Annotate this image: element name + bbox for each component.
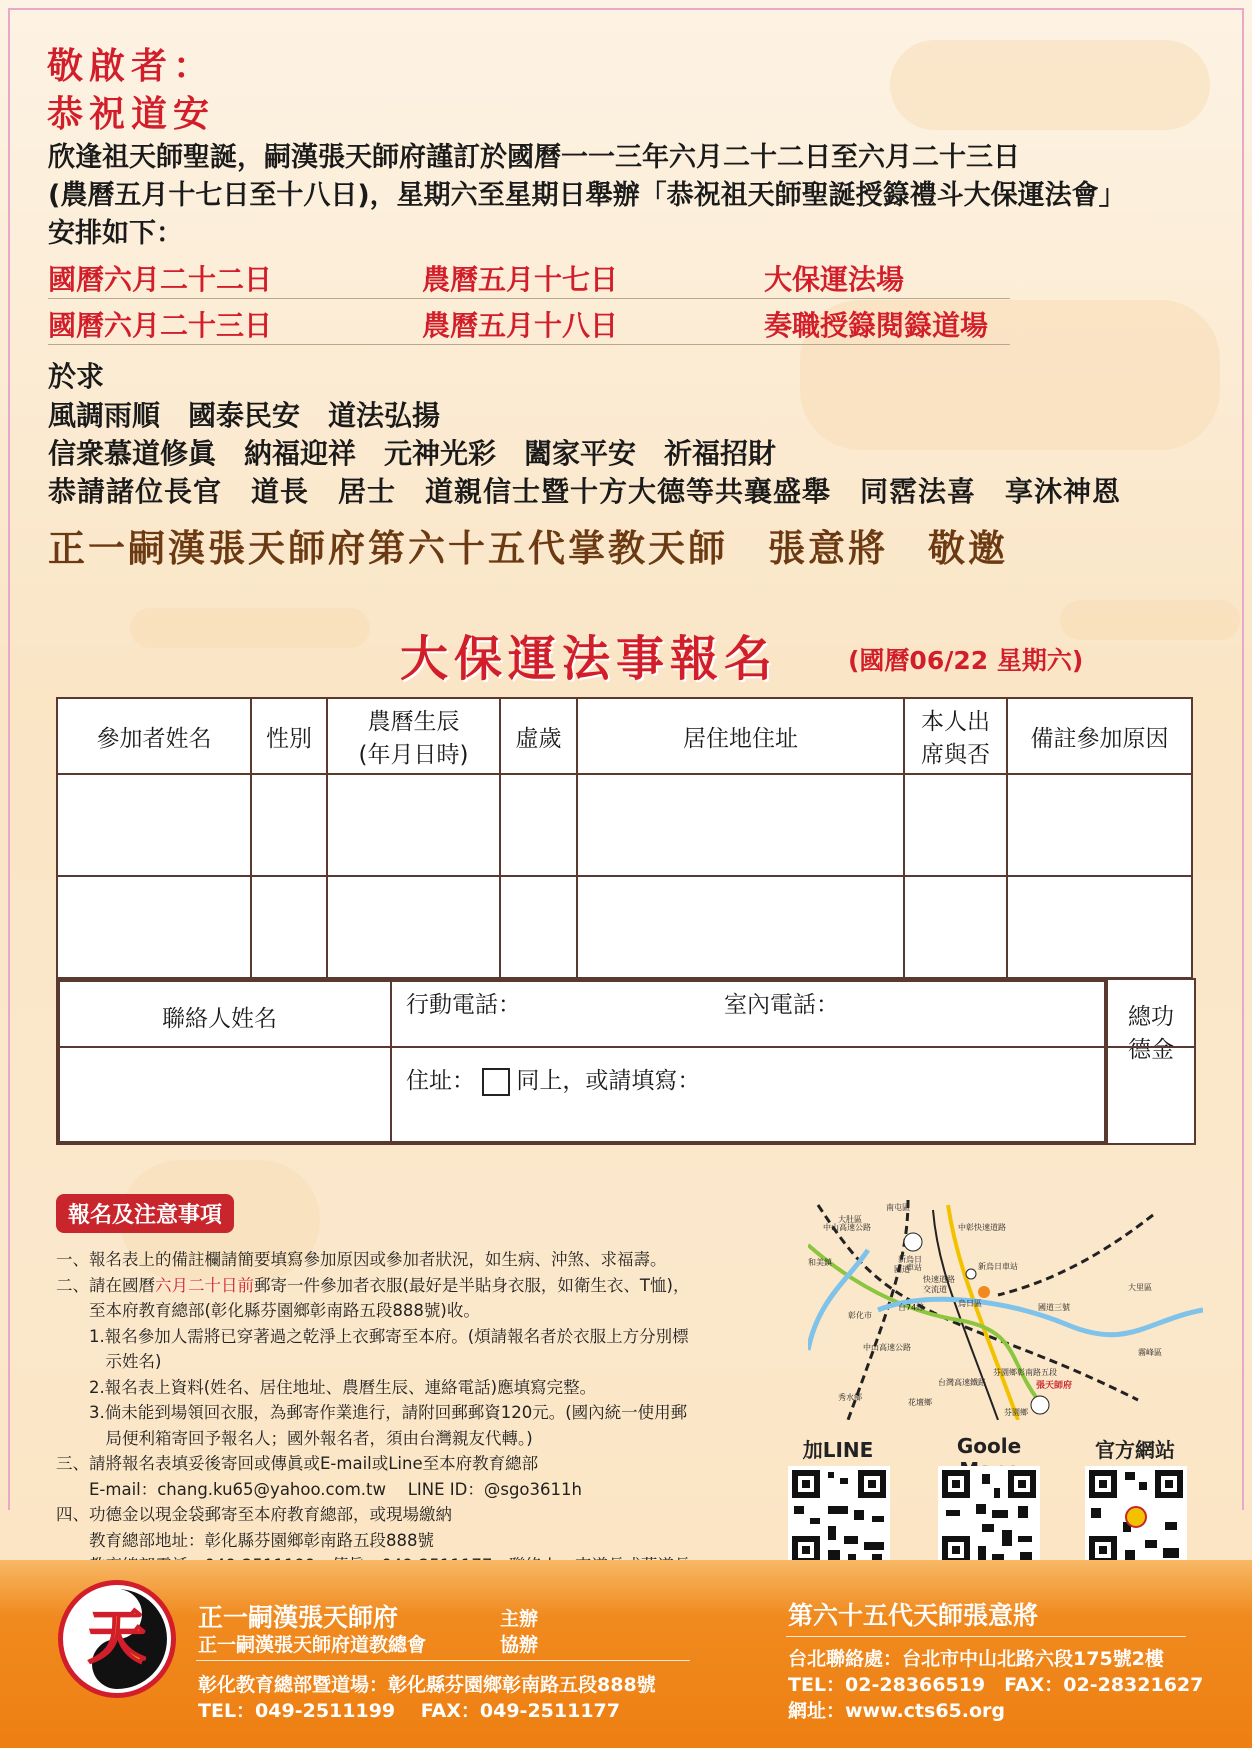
cell-address[interactable] <box>577 876 904 978</box>
intro-line3: 安排如下： <box>48 218 183 249</box>
schedule-event-2: 奏職授籙閱籙道場 <box>764 309 989 342</box>
svg-text:天: 天 <box>87 1603 147 1671</box>
header-attend-line2: 席與否 <box>921 742 990 768</box>
map-label: 中山高速公路 <box>863 1343 911 1352</box>
map-label: 台74線 <box>898 1303 925 1312</box>
website-qr-code[interactable] <box>1085 1466 1187 1568</box>
map-label: 烏日區 <box>958 1299 982 1308</box>
map-label: 台灣高速鐵路 <box>938 1378 986 1387</box>
header-name: 參加者姓名 <box>57 698 251 774</box>
footer-master-title: 第六十五代天師張意將 <box>788 1601 1039 1630</box>
header-address: 居住地住址 <box>577 698 904 774</box>
table-row <box>57 774 1192 876</box>
cloud-decoration <box>890 40 1210 130</box>
total-input[interactable] <box>1104 1046 1196 1145</box>
schedule-lunar-1: 農曆五月十七日 <box>422 263 619 296</box>
table-row <box>57 876 1192 978</box>
footer-coorganizer-role: 協辦 <box>500 1634 539 1656</box>
contact-name-label: 聯絡人姓名 <box>162 1006 277 1032</box>
map-label: 交流道 <box>923 1285 947 1294</box>
table-header-row <box>57 698 1192 774</box>
cell-age[interactable] <box>500 876 577 978</box>
prayer-line1: 風調雨順 國泰民安 道法弘揚 <box>48 399 441 432</box>
footer-venue: 彰化教育總部暨道場：彰化縣芬園鄉彰南路五段888號 <box>198 1674 656 1696</box>
map-label: 中山高速公路 <box>823 1223 871 1232</box>
notice-line: 1.報名參加人需將已穿著過之乾淨上衣郵寄至本府。(煩請報名者於衣服上方分別標 <box>56 1326 689 1346</box>
line-qr-code[interactable] <box>788 1466 890 1568</box>
header-birth-line1: 農曆生辰 <box>367 709 460 735</box>
cell-birth[interactable] <box>327 774 500 876</box>
cell-name[interactable] <box>57 774 251 876</box>
header-attend-line1: 本人出 <box>921 709 990 735</box>
cell-name[interactable] <box>57 876 251 978</box>
contact-section <box>56 978 1196 1145</box>
map-label: 快速道路 <box>923 1275 955 1284</box>
signature: 正一嗣漢張天師府第六十五代掌教天師 張意將 敬邀 <box>48 526 1008 570</box>
total-label: 總功德金 <box>1128 1004 1174 1063</box>
cell-gender[interactable] <box>251 876 327 978</box>
header-attend <box>904 698 1007 774</box>
prayer-line3: 恭請諸位長官 道長 居士 道親信士暨十方大德等共襄盛舉 同霑法喜 享沐神恩 <box>48 475 1122 508</box>
cell-birth[interactable] <box>327 876 500 978</box>
map-label: 花壇鄉 <box>908 1398 932 1407</box>
cell-gender[interactable] <box>251 774 327 876</box>
notice-line: 示姓名) <box>56 1352 162 1371</box>
schedule-solar-1: 國曆六月二十二日 <box>48 263 273 296</box>
header-birth-line2: (年月日時) <box>358 742 469 768</box>
notice-line: 三、請將報名表填妥後寄回或傳眞或E-mail或Line至本府教育總部 <box>56 1454 539 1473</box>
map-label: 秀水鄉 <box>838 1393 862 1402</box>
footer-divider <box>196 1660 690 1661</box>
cloud-decoration <box>1060 600 1240 640</box>
map-marker-3 <box>1031 1396 1049 1414</box>
cell-age[interactable] <box>500 774 577 876</box>
notice-badge: 報名及注意事項 <box>56 1194 234 1233</box>
greeting-line1: 敬啟者： <box>47 45 216 87</box>
location-map <box>808 1200 1203 1420</box>
notice-line: 二、請在國曆六月二十日前郵寄一件參加者衣服(最好是半貼身衣服，如衛生衣、T恤)， <box>56 1275 690 1295</box>
footer-coorganizer: 正一嗣漢張天師府道教總會 <box>198 1634 427 1656</box>
cell-address[interactable] <box>577 774 904 876</box>
footer-website[interactable]: 網址：www.cts65.org <box>788 1700 1005 1722</box>
qr-label-line: 加LINE <box>802 1438 874 1462</box>
address-label: 住址： <box>406 1068 475 1094</box>
notice-line: 2.報名表上資料(姓名、居住地址、農曆生辰、連絡電話)應填寫完整。 <box>56 1377 597 1397</box>
map-label: 芬園鄉 <box>1004 1408 1028 1417</box>
map-label: 車站 <box>906 1263 922 1272</box>
map-label: 新烏日車站 <box>978 1262 1018 1271</box>
landline-label: 室內電話： <box>724 992 839 1018</box>
schedule-lunar-2: 農曆五月十八日 <box>422 309 619 342</box>
map-label: 大肚區 <box>838 1215 862 1224</box>
total-header <box>1104 978 1196 1063</box>
cloud-decoration <box>130 608 370 648</box>
qr-label-maps: Goole <box>956 1434 1022 1458</box>
map-label: 新烏日 <box>898 1255 922 1264</box>
taiji-logo-icon <box>63 1585 171 1693</box>
footer-taipei-office: 台北聯絡處：台北市中山北路六段175號2樓 <box>788 1648 1164 1670</box>
map-label: 中彰快速道路 <box>958 1223 1006 1232</box>
map-label: 國道 <box>894 1265 910 1274</box>
header-birth <box>327 698 500 774</box>
registration-table <box>56 697 1193 979</box>
map-label-temple: 張天師府 <box>1036 1381 1073 1391</box>
footer-organizer-role: 主辦 <box>500 1608 539 1630</box>
prayer-line2: 信衆慕道修眞 納福迎祥 元神光彩 闔家平安 祈福招財 <box>48 437 777 470</box>
notice-line: 四、功德金以現金袋郵寄至本府教育總部，或現場繳納 <box>56 1505 452 1524</box>
intro-line1: 欣逢祖天師聖誕，嗣漢張天師府謹訂於國曆一一三年六月二十二日至六月二十三日 <box>48 142 1020 173</box>
map-label: 南屯區 <box>886 1203 910 1212</box>
notice-line: E-mail：chang.ku65@yahoo.com.tw LINE ID：@sgo3611h <box>56 1479 582 1499</box>
address-option-label: 同上，或請填寫： <box>516 1068 701 1094</box>
map-label: 芬園鄉彰南路五段 <box>993 1368 1057 1377</box>
schedule-event-1: 大保運法場 <box>764 263 905 296</box>
cell-attend[interactable] <box>904 876 1007 978</box>
deadline-highlight: 六月二十日前 <box>155 1275 254 1295</box>
prayer-intro: 於求 <box>48 360 105 393</box>
qr-code-icon <box>938 1466 1040 1568</box>
header-gender: 性別 <box>251 698 327 774</box>
qr-code-icon <box>788 1466 890 1568</box>
map-label: 國道三號 <box>1038 1303 1070 1312</box>
cell-attend[interactable] <box>904 774 1007 876</box>
map-label: 彰化市 <box>848 1311 872 1320</box>
intro-line2: (農曆五月十七日至十八日)，星期六至星期日舉辦「恭祝祖天師聖誕授籙禮斗大保運法會」 <box>48 180 1126 211</box>
footer <box>0 1560 1252 1748</box>
schedule-solar-2: 國曆六月二十三日 <box>48 309 273 342</box>
greeting-line2: 恭祝道安 <box>47 93 216 135</box>
map-label: 和美鎮 <box>808 1258 832 1267</box>
footer-taipei-tel: TEL：02-28366519 FAX：02-28321627 <box>788 1674 1204 1696</box>
form-subtitle: (國曆06/22 星期六) <box>848 646 1084 675</box>
notice-line: 教育總部地址：彰化縣芬園鄉彰南路五段888號 <box>56 1530 434 1550</box>
notice-line: 一、報名表上的備註欄請簡要填寫參加原因或參加者狀況，如生病、沖煞、求福壽。 <box>56 1250 667 1269</box>
cell-reason[interactable] <box>1007 774 1192 876</box>
qr-label-site: 官方網站 <box>1095 1438 1175 1462</box>
temple-marker <box>978 1286 990 1298</box>
footer-divider <box>786 1636 1186 1637</box>
schedule-divider <box>48 344 1010 345</box>
header-reason: 備註參加原因 <box>1007 698 1192 774</box>
maps-qr-code[interactable] <box>938 1466 1040 1568</box>
qr-code-icon <box>1085 1466 1187 1568</box>
notice-line: 3.倘未能到場領回衣服，為郵寄作業進行，請附回郵郵資120元。(國內統一使用郵 <box>56 1403 688 1422</box>
footer-organizer: 正一嗣漢張天師府 <box>198 1603 399 1632</box>
station-marker <box>966 1269 976 1279</box>
footer-tel: TEL：049-2511199 FAX：049-2511177 <box>198 1700 620 1722</box>
schedule-divider <box>48 298 1010 299</box>
notice-list <box>56 1247 776 1579</box>
cell-reason[interactable] <box>1007 876 1192 978</box>
map-label: 霧峰區 <box>1138 1348 1162 1357</box>
map-marker-1 <box>904 1233 922 1251</box>
logo <box>58 1580 176 1698</box>
contact-outer-border <box>56 978 1108 1145</box>
map-label: 大里區 <box>1128 1283 1152 1292</box>
form-title: 大保運法事報名 <box>400 631 779 687</box>
notice-line: 至本府教育總部(彰化縣芬園鄉彰南路五段888號)收。 <box>56 1301 480 1320</box>
mobile-label: 行動電話： <box>406 992 521 1018</box>
header-age: 虛歲 <box>500 698 577 774</box>
notice-line: 局便利箱寄回予報名人；國外報名者，須由台灣親友代轉。) <box>56 1428 533 1448</box>
